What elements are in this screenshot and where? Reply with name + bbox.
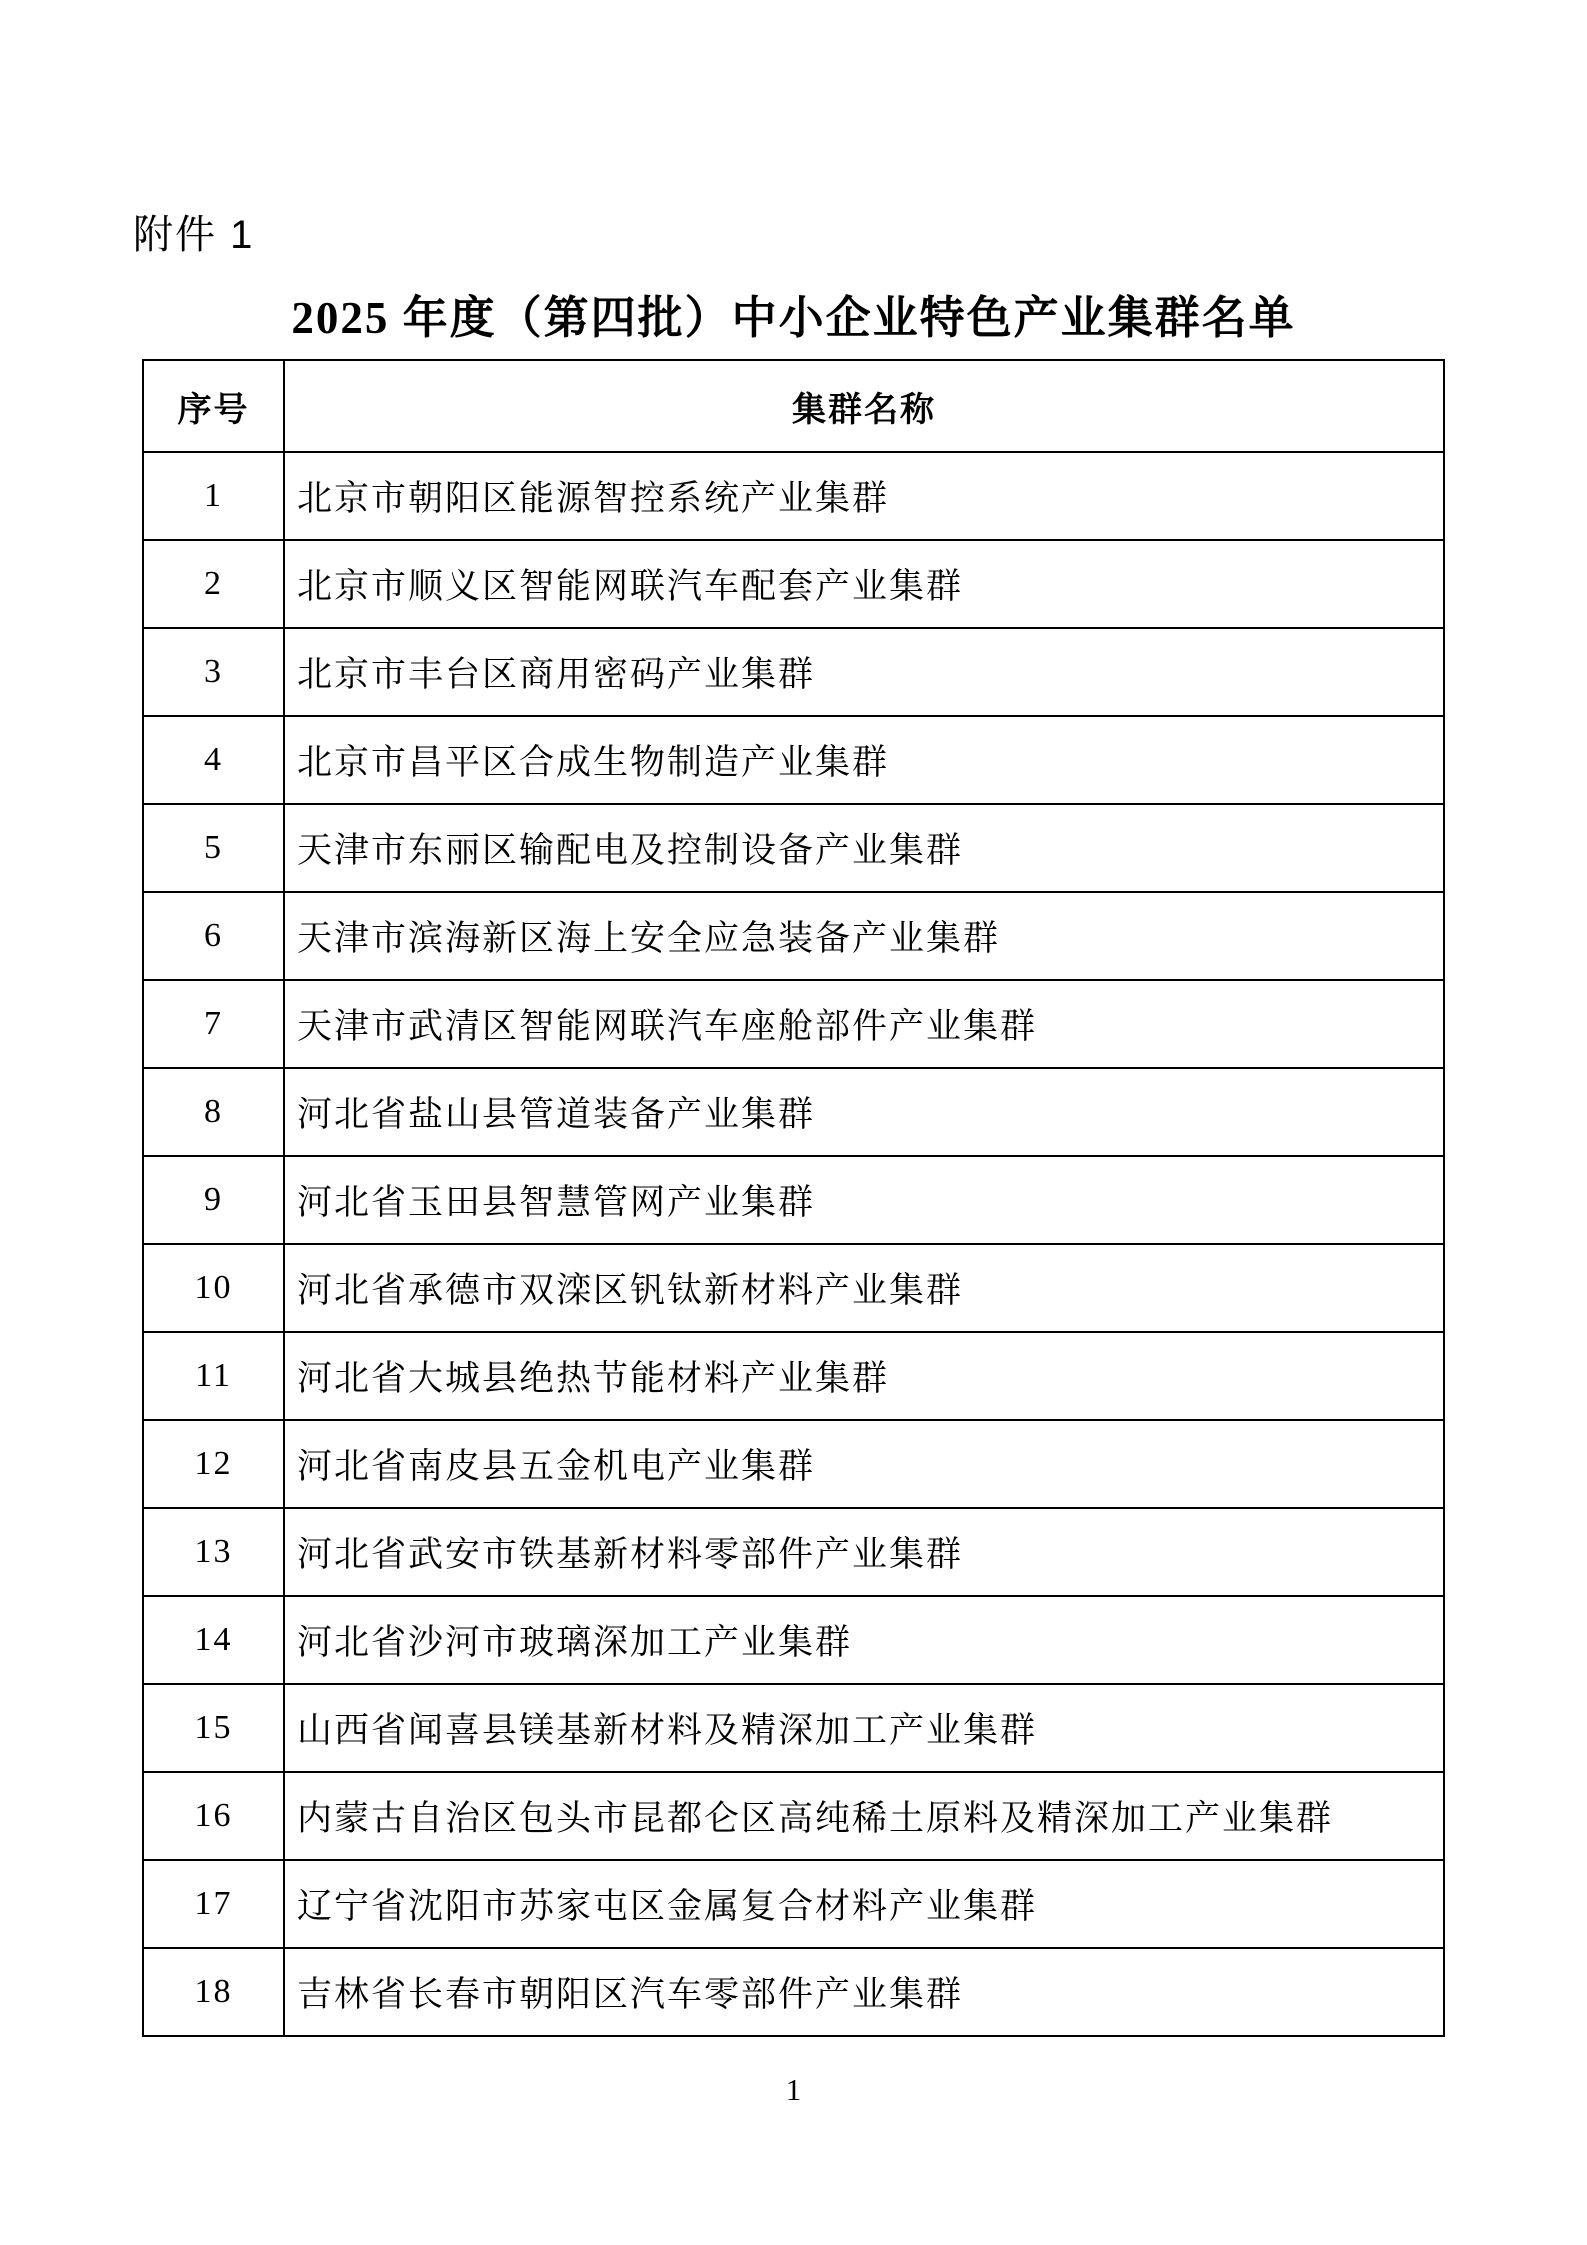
row-serial-number: 2: [143, 540, 284, 628]
table-row: [143, 716, 1444, 804]
row-serial-number: 11: [143, 1332, 284, 1420]
row-cluster-name: 山西省闻喜县镁基新材料及精深加工产业集群: [284, 1684, 1444, 1772]
row-cluster-name: 天津市滨海新区海上安全应急装备产业集群: [284, 892, 1444, 980]
row-cluster-name: 河北省南皮县五金机电产业集群: [284, 1420, 1444, 1508]
page-title: 2025 年度（第四批）中小企业特色产业集群名单: [291, 293, 1296, 343]
row-cluster-name: 天津市武清区智能网联汽车座舱部件产业集群: [284, 980, 1444, 1068]
row-serial-number: 1: [143, 452, 284, 540]
table-row: [143, 1860, 1444, 1948]
table-row: [143, 892, 1444, 980]
row-serial-number: 17: [143, 1860, 284, 1948]
row-serial-number: 16: [143, 1772, 284, 1860]
row-serial-number: 5: [143, 804, 284, 892]
table-row: [143, 1332, 1444, 1420]
row-serial-number: 14: [143, 1596, 284, 1684]
row-serial-number: 12: [143, 1420, 284, 1508]
row-cluster-name: 河北省武安市铁基新材料零部件产业集群: [284, 1508, 1444, 1596]
row-cluster-name: 河北省沙河市玻璃深加工产业集群: [284, 1596, 1444, 1684]
header-serial-number: 序号: [143, 360, 284, 452]
table-row: [143, 804, 1444, 892]
row-serial-number: 4: [143, 716, 284, 804]
row-cluster-name: 河北省盐山县管道装备产业集群: [284, 1068, 1444, 1156]
row-serial-number: 9: [143, 1156, 284, 1244]
row-serial-number: 3: [143, 628, 284, 716]
table-row: [143, 1596, 1444, 1684]
attachment-label: 附件 1: [133, 213, 255, 257]
table-header-row: [143, 360, 1444, 452]
row-cluster-name: 吉林省长春市朝阳区汽车零部件产业集群: [284, 1948, 1444, 2036]
row-cluster-name: 河北省玉田县智慧管网产业集群: [284, 1156, 1444, 1244]
table-row: [143, 980, 1444, 1068]
table-row: [143, 1772, 1444, 1860]
row-cluster-name: 辽宁省沈阳市苏家屯区金属复合材料产业集群: [284, 1860, 1444, 1948]
row-serial-number: 10: [143, 1244, 284, 1332]
table-row: [143, 1244, 1444, 1332]
table-row: [143, 1156, 1444, 1244]
table-row: [143, 452, 1444, 540]
row-cluster-name: 北京市顺义区智能网联汽车配套产业集群: [284, 540, 1444, 628]
row-cluster-name: 北京市朝阳区能源智控系统产业集群: [284, 452, 1444, 540]
table-row: [143, 1948, 1444, 2036]
table-row: [143, 1420, 1444, 1508]
table-row: [143, 540, 1444, 628]
cluster-table-body: [143, 452, 1444, 2036]
table-row: [143, 1068, 1444, 1156]
row-cluster-name: 内蒙古自治区包头市昆都仑区高纯稀土原料及精深加工产业集群: [284, 1772, 1444, 1860]
row-cluster-name: 河北省大城县绝热节能材料产业集群: [284, 1332, 1444, 1420]
header-cluster-name: 集群名称: [284, 360, 1444, 452]
row-cluster-name: 北京市昌平区合成生物制造产业集群: [284, 716, 1444, 804]
row-serial-number: 13: [143, 1508, 284, 1596]
table-row: [143, 1684, 1444, 1772]
table-row: [143, 1508, 1444, 1596]
cluster-table: [142, 359, 1445, 2037]
row-cluster-name: 北京市丰台区商用密码产业集群: [284, 628, 1444, 716]
row-serial-number: 18: [143, 1948, 284, 2036]
row-serial-number: 15: [143, 1684, 284, 1772]
table-row: [143, 628, 1444, 716]
page-number: 1: [785, 2072, 802, 2107]
row-serial-number: 8: [143, 1068, 284, 1156]
row-serial-number: 7: [143, 980, 284, 1068]
row-cluster-name: 天津市东丽区输配电及控制设备产业集群: [284, 804, 1444, 892]
row-serial-number: 6: [143, 892, 284, 980]
row-cluster-name: 河北省承德市双滦区钒钛新材料产业集群: [284, 1244, 1444, 1332]
